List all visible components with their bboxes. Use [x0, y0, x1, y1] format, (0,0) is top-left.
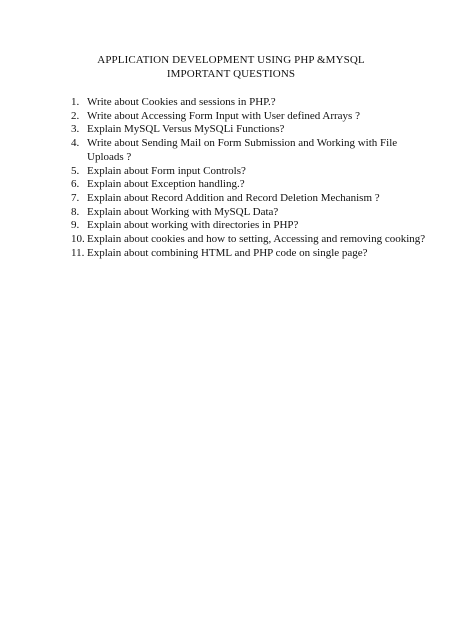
list-item-text: Explain about Exception handling.?	[87, 178, 245, 191]
list-item-text: Write about Accessing Form Input with User defined Arrays ?	[87, 109, 360, 122]
list-item-number: 8.	[71, 205, 80, 218]
list-item-number: 2.	[71, 109, 80, 122]
document-title	[0, 53, 462, 81]
list-item-number: 3.	[71, 123, 80, 136]
list-item	[71, 247, 431, 261]
list-item	[71, 110, 431, 124]
title-line-1: APPLICATION DEVELOPMENT USING PHP &MYSQL	[97, 54, 365, 66]
list-item-text: Explain about Working with MySQL Data?	[87, 205, 279, 218]
list-item	[71, 123, 431, 137]
list-item-number: 11.	[71, 246, 85, 259]
list-item-text: Explain about Form input Controls?	[87, 164, 246, 177]
question-list	[71, 96, 431, 260]
list-item-text: Explain about working with directories in PHP?	[87, 219, 299, 232]
list-item	[71, 96, 431, 110]
list-item	[71, 192, 431, 206]
list-item	[71, 219, 431, 233]
list-item-text: Explain about cookies and how to setting, Accessing and removing cooking?	[87, 233, 426, 246]
list-item-number: 4.	[71, 137, 80, 150]
list-item-number: 1.	[71, 96, 80, 108]
list-item	[71, 178, 431, 192]
list-item-number: 10.	[71, 233, 85, 246]
list-item-text: Write about Cookies and sessions in PHP.?	[87, 96, 276, 108]
list-item-text: Write about Sending Mail on Form Submission and Working with File Uploads ?	[87, 137, 398, 163]
list-item-number: 6.	[71, 178, 80, 191]
list-item-number: 9.	[71, 219, 80, 232]
list-item-number: 5.	[71, 164, 80, 177]
list-item	[71, 233, 431, 247]
title-line-2: IMPORTANT QUESTIONS	[166, 68, 296, 80]
list-item-number: 7.	[71, 191, 80, 204]
list-item	[71, 165, 431, 179]
list-item	[71, 137, 431, 164]
list-item-text: Explain MySQL Versus MySQLi Functions?	[87, 123, 285, 136]
list-item	[71, 206, 431, 220]
list-item-text: Explain about combining HTML and PHP code on single page?	[87, 246, 368, 259]
list-item-text: Explain about Record Addition and Record Deletion Mechanism ?	[87, 191, 380, 204]
